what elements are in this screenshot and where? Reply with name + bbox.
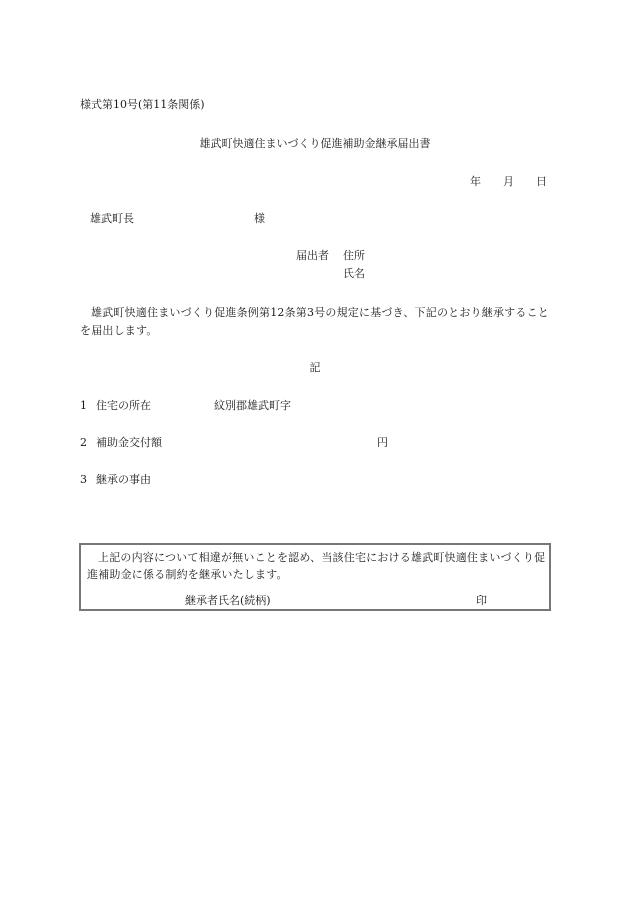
date-line: [470, 175, 547, 189]
ki-heading: 記: [309, 361, 321, 374]
item-subsidy-amount: [80, 436, 162, 450]
addressee-honorific: 様: [254, 212, 265, 225]
seal-mark: 印: [476, 594, 487, 607]
item-label: 住宅の所在: [96, 399, 151, 412]
item-number: 2: [80, 436, 87, 449]
date-month: 月: [503, 175, 514, 188]
item-number: 1: [80, 399, 87, 412]
confirmation-box: [79, 543, 551, 611]
successor-name-label: 継承者氏名(続柄): [185, 594, 271, 607]
item-property-location: [80, 399, 151, 413]
item-number: 3: [80, 473, 87, 486]
applicant-name-label: 氏名: [343, 267, 365, 280]
confirmation-text: 上記の内容について相違が無いことを認め、当該住宅における雄武町快適住まいづくり促進補助金に係る制約を継承いたします。: [87, 551, 546, 581]
item-subsidy-amount-unit: 円: [377, 436, 388, 449]
date-year: 年: [470, 175, 481, 188]
applicant-label: 届出者: [296, 249, 329, 262]
date-day: 日: [536, 175, 547, 188]
item-label: 継承の事由: [96, 473, 151, 486]
item-succession-reason: [80, 473, 151, 487]
applicant-address-label: 住所: [343, 249, 365, 262]
body-text: 雄武町快適住まいづくり促進条例第12条第3号の規定に基づき、下記のとおり継承することを届出します。: [80, 306, 549, 337]
form-number: 様式第10号(第11条関係): [80, 98, 205, 111]
addressee-name: 雄武町長: [90, 212, 134, 225]
item-property-location-value: 紋別郡雄武町字: [214, 399, 291, 412]
document-title: 雄武町快適住まいづくり促進補助金継承届出書: [199, 137, 431, 150]
addressee: [90, 212, 265, 226]
item-label: 補助金交付額: [96, 436, 162, 449]
